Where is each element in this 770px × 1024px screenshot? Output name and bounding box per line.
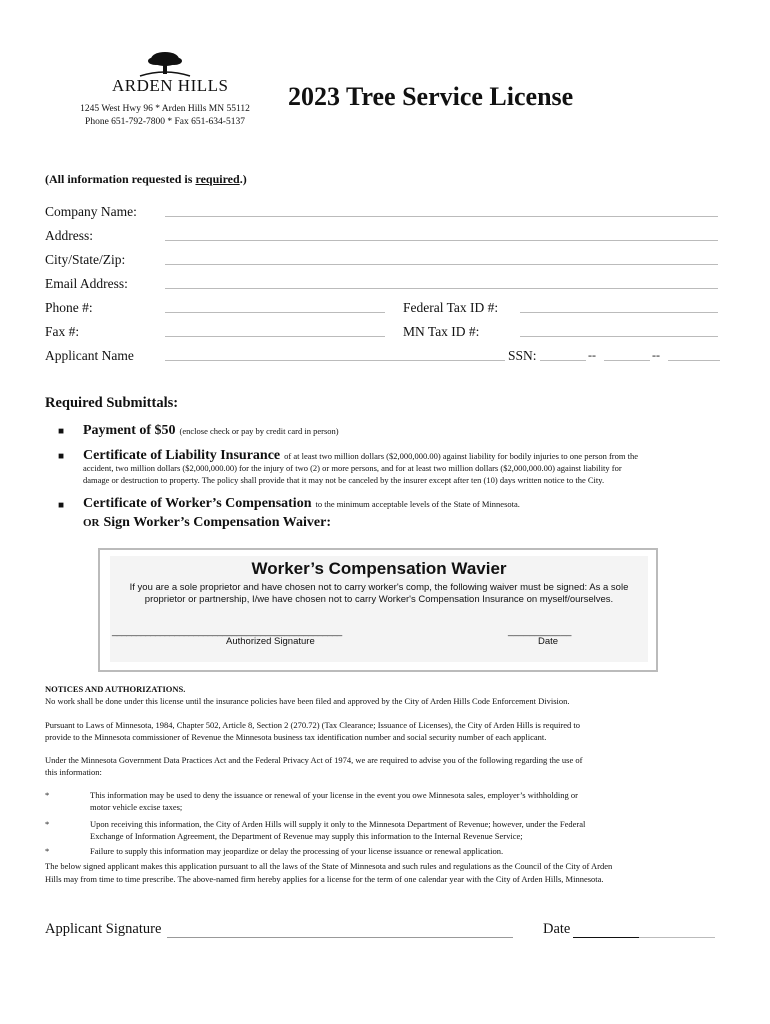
- footer-date-label: Date: [543, 921, 571, 937]
- ssn-label: SSN:: [508, 348, 537, 363]
- waiver-option: OR Sign Worker’s Compensation Waiver:: [83, 515, 332, 530]
- page-title: 2023 Tree Service License: [288, 82, 574, 111]
- phone-label: Phone #:: [45, 300, 93, 315]
- address-line-2: Phone 651-792-7800 * Fax 651-634-5137: [85, 117, 245, 127]
- arden-hills-logo: [108, 50, 229, 102]
- tree-icon: [138, 50, 192, 78]
- asterisk-2: *: [45, 819, 50, 829]
- closing-line-1: The below signed applicant makes this application pursuant to all the laws of the State of Minnesota and such rules and regulations as the Council of the City of Arden: [45, 861, 613, 871]
- asterisk-1: *: [45, 790, 50, 800]
- authorized-signature-line[interactable]: ________________________________________________: [112, 626, 342, 637]
- applicant-signature-field[interactable]: [167, 937, 513, 938]
- notices-para-2b: provide to the Minnesota commissioner of Revenue the Minnesota business tax identification number and social security number of each applicant.: [45, 732, 547, 742]
- workers-comp-item: Certificate of Worker’s Compensation to the minimum acceptable levels of the State of Minnesota.: [83, 496, 520, 511]
- notices-line-1: No work shall be done under this license until the insurance policies have been filed and approved by the City of Arden Hills Code Enforcement Division.: [45, 696, 570, 706]
- payment-item: Payment of $50 (enclose check or pay by credit card in person): [83, 423, 339, 438]
- notices-para-3a: Under the Minnesota Government Data Practices Act and the Federal Privacy Act of 1974, we are required to advise you of the following regarding the use of: [45, 755, 583, 765]
- bullet-icon: ■: [58, 426, 65, 437]
- liability-text-3: damage or destruction to property. The policy shall provide that it may not be canceled by the insurer except after ten (10) days written notice to the City.: [83, 475, 605, 485]
- asterisk-3: *: [45, 846, 50, 856]
- ssn-part-1-field[interactable]: [540, 360, 586, 361]
- fax-field[interactable]: [165, 336, 385, 337]
- workers-comp-waiver-box: [98, 548, 658, 672]
- notice-item-1b: motor vehicle excise taxes;: [90, 802, 183, 812]
- applicant-name-field[interactable]: [165, 360, 505, 361]
- footer-date-field[interactable]: [573, 937, 639, 938]
- bullet-icon: ■: [58, 451, 65, 462]
- city-state-zip-label: City/State/Zip:: [45, 252, 126, 267]
- notice-item-2b: Exchange of Information Agreement, the Department of Revenue may supply this information to the Internal Revenue Service;: [90, 831, 523, 841]
- footer-date-field-ext[interactable]: [639, 937, 715, 938]
- authorized-signature-label: Authorized Signature: [226, 636, 315, 647]
- ssn-separator-2: --: [652, 348, 660, 362]
- address-label: Address:: [45, 228, 93, 243]
- address-line-1: 1245 West Hwy 96 * Arden Hills MN 55112: [80, 104, 250, 114]
- mn-tax-id-label: MN Tax ID #:: [403, 324, 480, 339]
- phone-field[interactable]: [165, 312, 385, 313]
- notice-item-3: Failure to supply this information may jeopardize or delay the processing of your license issuance or renewal application.: [90, 846, 504, 856]
- company-name-field[interactable]: [165, 216, 718, 217]
- fax-label: Fax #:: [45, 324, 80, 339]
- liability-text-2: accident, two million dollars ($2,000,000.00) for the injury of two (2) or more persons, and for at least two million dollars ($2,000,000.00) against liability for: [83, 463, 622, 473]
- city-state-zip-field[interactable]: [165, 264, 718, 265]
- federal-tax-id-label: Federal Tax ID #:: [403, 300, 499, 315]
- email-field[interactable]: [165, 288, 718, 289]
- mn-tax-id-field[interactable]: [520, 336, 718, 337]
- waiver-date-label: Date: [538, 636, 559, 647]
- notices-para-2a: Pursuant to Laws of Minnesota, 1984, Chapter 502, Article 8, Section 2 (270.72) (Tax Clearance; Issuance of Licenses), the City of Arden Hills is required to: [45, 720, 581, 730]
- company-name-label: Company Name:: [45, 204, 137, 219]
- required-submittals-heading: Required Submittals:: [45, 395, 179, 411]
- address-field[interactable]: [165, 240, 718, 241]
- notices-heading: NOTICES AND AUTHORIZATIONS.: [45, 684, 186, 694]
- bullet-icon: ■: [58, 500, 65, 511]
- waiver-text: If you are a sole proprietor and have chosen not to carry worker's comp, the following waiver must be signed: As a sole proprietor or partnership, I/we have chosen not to carry Worker's Compensation Insurance on myself/ourselves.: [129, 582, 629, 605]
- waiver-title: Worker’s Compensation Wavier: [251, 559, 507, 578]
- federal-tax-id-field[interactable]: [520, 312, 718, 313]
- notices-para-3b: this information:: [45, 767, 102, 777]
- required-note: (All information requested is required.): [45, 172, 247, 186]
- closing-line-2: Hills may from time to time prescribe. The above-named firm hereby applies for a license for the term of one calendar year with the City of Arden Hills, Minnesota.: [45, 874, 604, 884]
- ssn-part-2-field[interactable]: [604, 360, 650, 361]
- applicant-name-label: Applicant Name: [45, 348, 134, 363]
- notice-item-1a: This information may be used to deny the issuance or renewal of your license in the event you owe Minnesota sales, employer’s withholding or: [90, 790, 579, 800]
- liability-item: Certificate of Liability Insurance of at least two million dollars ($2,000,000.00) against liability for bodily injuries to one person from the: [83, 448, 639, 463]
- email-label: Email Address:: [45, 276, 128, 291]
- waiver-date-line[interactable]: ____________: [508, 626, 572, 637]
- ssn-part-3-field[interactable]: [668, 360, 720, 361]
- notice-item-2a: Upon receiving this information, the City of Arden Hills will supply it only to the Minnesota Department of Revenue; however, under the Federal: [90, 819, 586, 829]
- ssn-separator-1: --: [588, 348, 596, 362]
- logo-wordmark: ARDEN HILLS: [112, 76, 229, 95]
- applicant-signature-label: Applicant Signature: [45, 921, 162, 937]
